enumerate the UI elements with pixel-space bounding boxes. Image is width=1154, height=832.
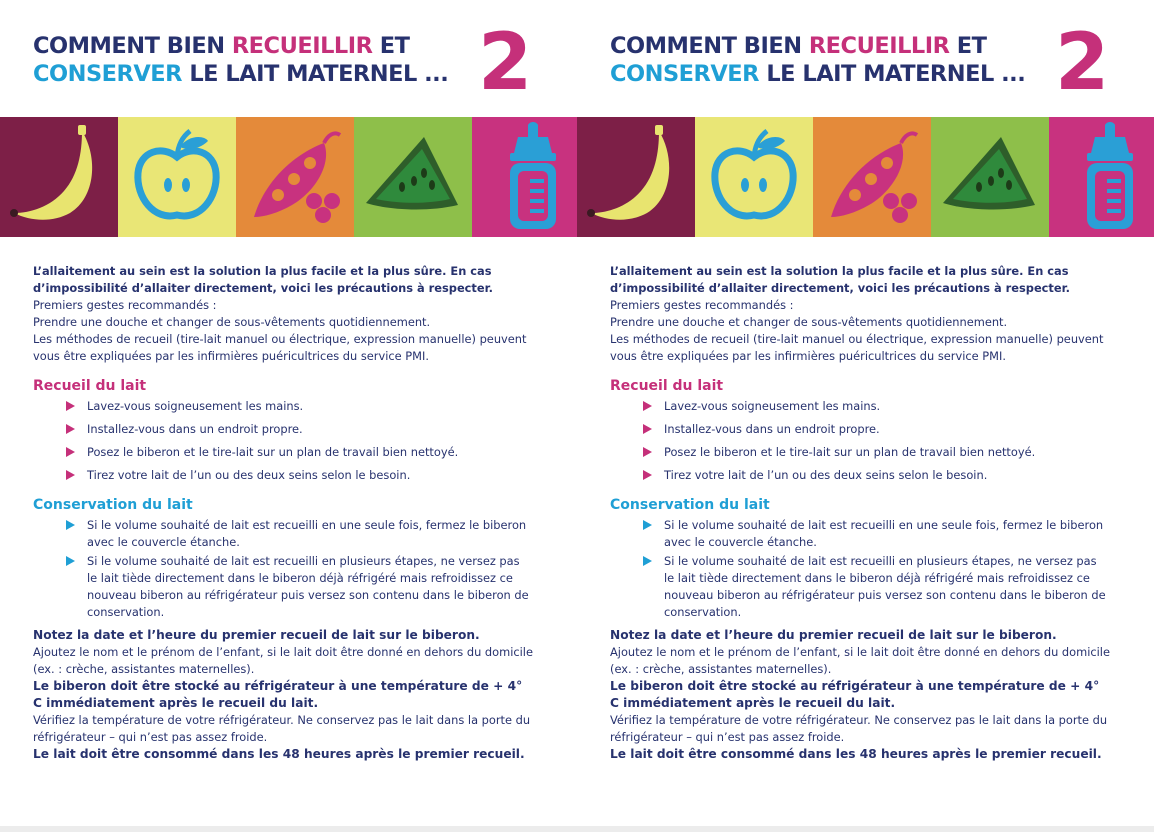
list-item [643, 398, 1110, 415]
watermelon-icon [354, 117, 472, 237]
list-item-text: Lavez-vous soigneusement les mains. [87, 399, 304, 413]
list-item-text: Si le volume souhaité de lait est recueilli en une seule fois, fermez le biberon avec le couvercle étanche. [664, 518, 1104, 549]
note-text: Ajoutez le nom et le prénom de l’enfant, si le lait doit être donné en dehors du domicile (ex. : crèche, assistantes maternelles). [610, 645, 1110, 676]
tile-apple [118, 117, 236, 237]
note-bold: Le lait doit être consommé dans les 48 heures après le premier recueil. [33, 747, 525, 761]
page-number: 2 [1055, 18, 1110, 108]
note-bold: Le lait doit être consommé dans les 48 heures après le premier recueil. [610, 747, 1102, 761]
list-item [66, 398, 533, 415]
conservation-list [33, 517, 533, 621]
intro-line: Prendre une douche et changer de sous-vêtements quotidiennement. [33, 315, 431, 329]
tile-pea-pod [813, 117, 931, 237]
section-heading-recueil: Recueil du lait [33, 378, 147, 394]
title-highlight-conserver: CONSERVER [610, 61, 759, 87]
banana-icon [577, 117, 695, 237]
list-item-text: Si le volume souhaité de lait est recueilli en plusieurs étapes, ne versez pas le lait tiède directement dans le biberon déjà réfrigéré mais refroidissez ce nouveau biberon au réfrigérateur puis versez son contenu dans le biberon de conservation. [87, 554, 529, 619]
intro-line: Premiers gestes recommandés : [610, 298, 794, 312]
recueil-list [33, 398, 533, 484]
note-text: Ajoutez le nom et le prénom de l’enfant, si le lait doit être donné en dehors du domicile (ex. : crèche, assistantes maternelles). [33, 645, 533, 676]
arrow-icon [66, 424, 75, 434]
title-highlight-recueillir: RECUEILLIR [808, 33, 950, 59]
watermelon-icon [931, 117, 1049, 237]
pea-pod-icon [813, 117, 931, 237]
list-item [643, 553, 1110, 621]
title-highlight-recueillir: RECUEILLIR [231, 33, 373, 59]
note-bold: Le biberon doit être stocké au réfrigérateur à une température de + 4° C immédiatement après le recueil du lait. [33, 679, 523, 710]
arrow-icon [643, 470, 652, 480]
note-bold: Notez la date et l’heure du premier recueil de lait sur le biberon. [610, 628, 1057, 642]
list-item-text: Si le volume souhaité de lait est recueilli en plusieurs étapes, ne versez pas le lait tiède directement dans le biberon déjà réfrigéré mais refroidissez ce nouveau biberon au réfrigérateur puis versez son contenu dans le biberon de conservation. [664, 554, 1106, 619]
apple-icon [118, 117, 236, 237]
section-heading-recueil: Recueil du lait [610, 378, 724, 394]
arrow-icon [66, 556, 75, 566]
arrow-icon [66, 520, 75, 530]
list-item-text: Tirez votre lait de l’un ou des deux seins selon le besoin. [87, 468, 411, 482]
arrow-icon [643, 447, 652, 457]
section-heading-conservation: Conservation du lait [33, 497, 193, 513]
tile-banana [577, 117, 695, 237]
list-item [643, 444, 1110, 461]
article-body [610, 263, 1110, 763]
arrow-icon [66, 470, 75, 480]
list-item-text: Tirez votre lait de l’un ou des deux seins selon le besoin. [664, 468, 988, 482]
list-item-text: Installez-vous dans un endroit propre. [664, 422, 880, 436]
arrow-icon [643, 401, 652, 411]
list-item [66, 517, 533, 551]
intro-line: Les méthodes de recueil (tire-lait manuel ou électrique, expression manuelle) peuvent vous être expliquées par les infirmières puéricultrices du service PMI. [33, 332, 527, 363]
arrow-icon [643, 424, 652, 434]
tile-apple [695, 117, 813, 237]
page-title [33, 32, 448, 88]
title-part: ET [372, 33, 410, 59]
tile-watermelon [931, 117, 1049, 237]
list-item-text: Posez le biberon et le tire-lait sur un plan de travail bien nettoyé. [664, 445, 1036, 459]
banana-icon [0, 117, 118, 237]
baby-bottle-icon [472, 117, 577, 237]
intro-line: Prendre une douche et changer de sous-vêtements quotidiennement. [610, 315, 1008, 329]
apple-icon [695, 117, 813, 237]
note-text: Vérifiez la température de votre réfrigérateur. Ne conservez pas le lait dans la porte du réfrigérateur – qui n’est pas assez froide. [33, 713, 531, 744]
page-number: 2 [478, 18, 533, 108]
arrow-icon [66, 401, 75, 411]
tile-banana [0, 117, 118, 237]
arrow-icon [643, 556, 652, 566]
list-item-text: Si le volume souhaité de lait est recueilli en une seule fois, fermez le biberon avec le couvercle étanche. [87, 518, 527, 549]
list-item [66, 421, 533, 438]
title-part: COMMENT BIEN [33, 33, 232, 59]
title-highlight-conserver: CONSERVER [33, 61, 182, 87]
list-item [66, 553, 533, 621]
title-part: LE LAIT MATERNEL ... [181, 61, 449, 87]
tile-baby-bottle [472, 117, 577, 237]
notes-block [610, 627, 1110, 763]
page-right [577, 0, 1154, 832]
title-part: COMMENT BIEN [610, 33, 809, 59]
title-part: ET [949, 33, 987, 59]
bottom-edge [0, 826, 1154, 832]
intro-line: Premiers gestes recommandés : [33, 298, 217, 312]
intro-line: Les méthodes de recueil (tire-lait manuel ou électrique, expression manuelle) peuvent vous être expliquées par les infirmières puéricultrices du service PMI. [610, 332, 1104, 363]
tile-baby-bottle [1049, 117, 1154, 237]
list-item [66, 444, 533, 461]
conservation-list [610, 517, 1110, 621]
article-body [33, 263, 533, 763]
recueil-list [610, 398, 1110, 484]
notes-block [33, 627, 533, 763]
note-text: Vérifiez la température de votre réfrigérateur. Ne conservez pas le lait dans la porte du réfrigérateur – qui n’est pas assez froide. [610, 713, 1108, 744]
intro-lead: L’allaitement au sein est la solution la plus facile et la plus sûre. En cas d’impossibilité d’allaiter directement, voici les précautions à respecter. [610, 264, 1070, 295]
arrow-icon [643, 520, 652, 530]
tile-watermelon [354, 117, 472, 237]
list-item-text: Posez le biberon et le tire-lait sur un plan de travail bien nettoyé. [87, 445, 459, 459]
list-item-text: Lavez-vous soigneusement les mains. [664, 399, 881, 413]
list-item-text: Installez-vous dans un endroit propre. [87, 422, 303, 436]
intro-lead: L’allaitement au sein est la solution la plus facile et la plus sûre. En cas d’impossibilité d’allaiter directement, voici les précautions à respecter. [33, 264, 493, 295]
note-bold: Notez la date et l’heure du premier recueil de lait sur le biberon. [33, 628, 480, 642]
title-part: LE LAIT MATERNEL ... [758, 61, 1026, 87]
list-item [643, 517, 1110, 551]
fruit-band [0, 117, 577, 237]
pea-pod-icon [236, 117, 354, 237]
fruit-band [577, 117, 1154, 237]
page-title [610, 32, 1025, 88]
baby-bottle-icon [1049, 117, 1154, 237]
list-item [66, 467, 533, 484]
list-item [643, 421, 1110, 438]
list-item [643, 467, 1110, 484]
section-heading-conservation: Conservation du lait [610, 497, 770, 513]
note-bold: Le biberon doit être stocké au réfrigérateur à une température de + 4° C immédiatement après le recueil du lait. [610, 679, 1100, 710]
arrow-icon [66, 447, 75, 457]
tile-pea-pod [236, 117, 354, 237]
